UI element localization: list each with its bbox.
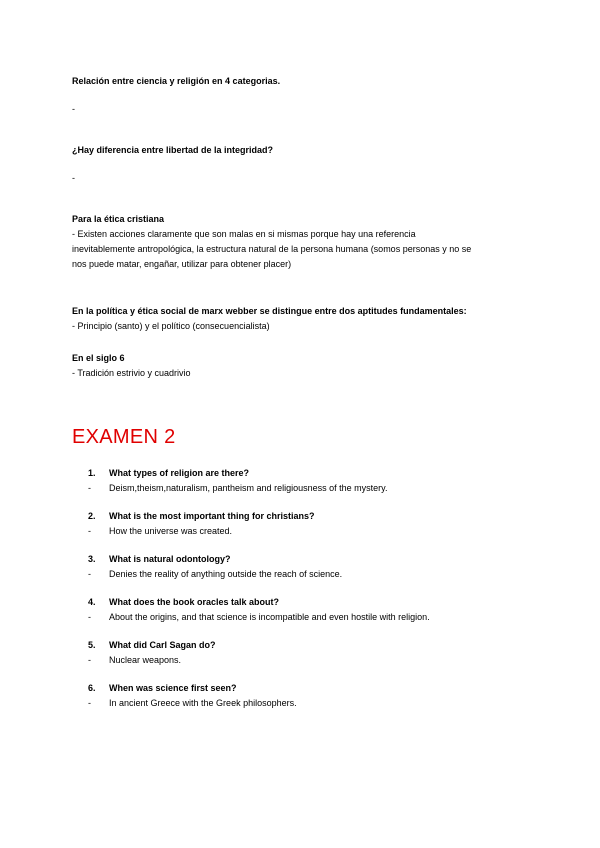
list-item bbox=[88, 595, 558, 625]
paragraph-title: Para la ética cristiana bbox=[72, 214, 165, 224]
paragraph-line: - Principio (santo) y el político (consecuencialista) bbox=[72, 321, 270, 331]
question-text: What did Carl Sagan do? bbox=[109, 640, 216, 650]
paragraph-title: En el siglo 6 bbox=[72, 353, 125, 363]
question-text: What is the most important thing for christians? bbox=[109, 511, 315, 521]
answer-dash: - bbox=[88, 526, 91, 536]
question-number: 5. bbox=[88, 640, 96, 650]
list-item bbox=[88, 466, 558, 496]
paragraph-title: En la política y ética social de marx webber se distingue entre dos aptitudes fundamentales: bbox=[72, 306, 467, 316]
question-number: 6. bbox=[88, 683, 96, 693]
paragraph-line: inevitablemente antropológica, la estructura natural de la persona humana (somos personas y no se bbox=[72, 244, 472, 254]
exam-heading: EXAMEN 2 bbox=[72, 426, 176, 448]
list-item bbox=[88, 681, 558, 711]
paragraph-siglo bbox=[72, 351, 542, 381]
question-text: What types of religion are there? bbox=[109, 468, 250, 478]
paragraph-politica bbox=[72, 304, 542, 334]
question-text: What is natural odontology? bbox=[109, 554, 231, 564]
question-list bbox=[88, 466, 558, 724]
answer-text: Nuclear weapons. bbox=[109, 655, 182, 665]
answer-dash: - bbox=[88, 698, 91, 708]
question-text: When was science first seen? bbox=[109, 683, 237, 693]
list-item bbox=[88, 509, 558, 539]
answer-dash: - bbox=[88, 569, 91, 579]
paragraph-etica-cristiana bbox=[72, 212, 542, 272]
answer-dash: - bbox=[88, 655, 91, 665]
answer-text: Deism,theism,naturalism, pantheism and religiousness of the mystery. bbox=[109, 483, 388, 493]
question-heading: Relación entre ciencia y religión en 4 categorias. bbox=[72, 76, 281, 86]
question-number: 3. bbox=[88, 554, 96, 564]
answer-dash: - bbox=[88, 483, 91, 493]
question-number: 1. bbox=[88, 468, 96, 478]
question-heading: ¿Hay diferencia entre libertad de la integridad? bbox=[72, 145, 274, 155]
question-number: 4. bbox=[88, 597, 96, 607]
answer-dash: - bbox=[88, 612, 91, 622]
answer-placeholder: - bbox=[72, 173, 75, 183]
question-number: 2. bbox=[88, 511, 96, 521]
answer-text: How the universe was created. bbox=[109, 526, 233, 536]
list-item bbox=[88, 638, 558, 668]
paragraph-line: - Existen acciones claramente que son malas en si mismas porque hay una referencia bbox=[72, 229, 416, 239]
question-text: What does the book oracles talk about? bbox=[109, 597, 280, 607]
answer-placeholder: - bbox=[72, 104, 75, 114]
paragraph-line: nos puede matar, engañar, utilizar para obtener placer) bbox=[72, 259, 292, 269]
list-item bbox=[88, 552, 558, 582]
answer-text: In ancient Greece with the Greek philosophers. bbox=[109, 698, 297, 708]
paragraph-line: - Tradición estrivio y cuadrivio bbox=[72, 368, 191, 378]
answer-text: Denies the reality of anything outside the reach of science. bbox=[109, 569, 343, 579]
answer-text: About the origins, and that science is incompatible and even hostile with religion. bbox=[109, 612, 430, 622]
